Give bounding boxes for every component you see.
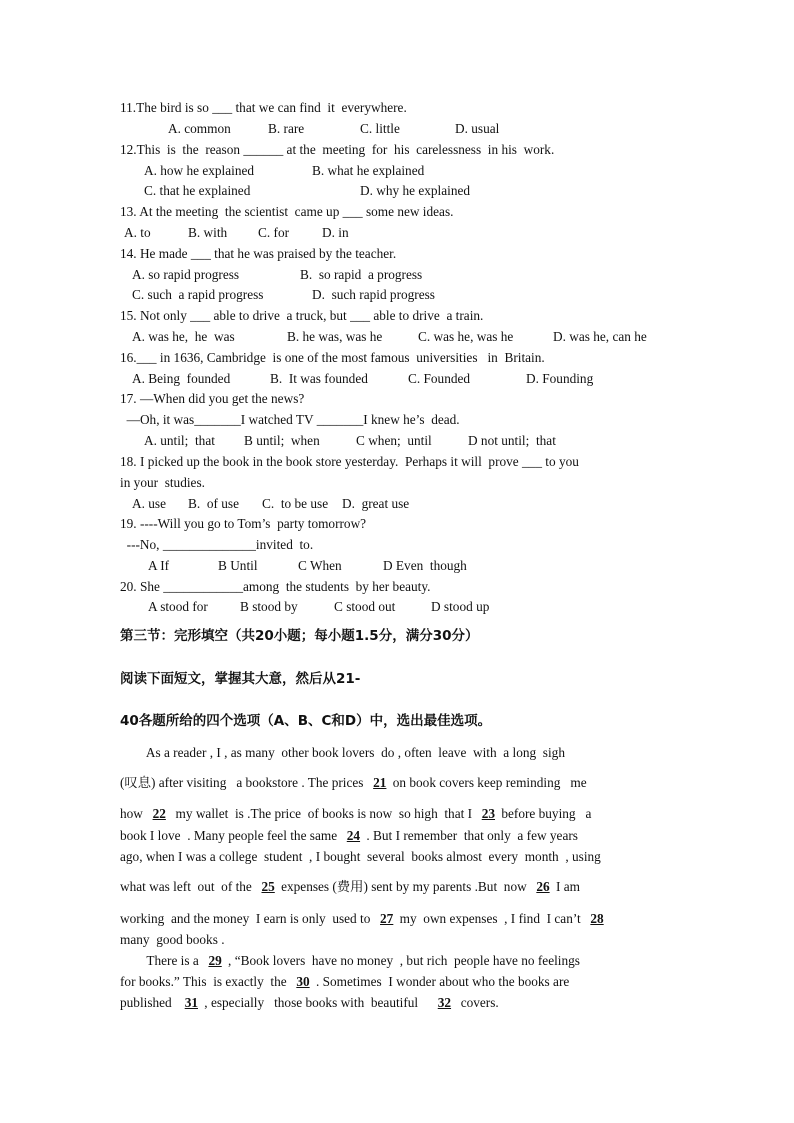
question-18-option: C. to be use xyxy=(262,496,329,511)
question-11-option: B. rare xyxy=(268,121,305,136)
section-instruction-line-2: 40各题所给的四个选项（A、B、C和D）中，选出最佳选项。 xyxy=(120,713,492,729)
passage-text: ago, when I was a college student , I bought several books almost every month , using xyxy=(120,849,601,864)
question-14-option: A. so rapid progress xyxy=(132,267,240,282)
passage-text: for books.” This is exactly the xyxy=(120,974,294,989)
question-11-option: D. usual xyxy=(455,121,500,136)
cloze-blank-number: 30 xyxy=(296,974,310,989)
passage-line xyxy=(120,932,225,948)
question-19-option: B Until xyxy=(218,558,258,573)
question-18-option: D. great use xyxy=(342,496,410,511)
question-16-option: A. Being founded xyxy=(132,371,231,386)
question-17-option: D not until; that xyxy=(468,433,556,448)
question-11-stem: 11.The bird is so ___ that we can find it everywhere. xyxy=(120,100,407,115)
question-17-stem-continued: —Oh, it was_______I watched TV _______I knew he’s dead. xyxy=(120,412,460,427)
passage-text: working and the money I earn is only used to xyxy=(120,911,378,926)
question-18-stem: 18. I picked up the book in the book store yesterday. Perhaps it will prove ___ to you xyxy=(120,454,579,469)
cloze-blank-number: 25 xyxy=(261,879,275,894)
cloze-blank-number: 21 xyxy=(373,775,387,790)
question-20-option: D stood up xyxy=(431,599,490,614)
question-17-option: C when; until xyxy=(356,433,432,448)
question-16-stem: 16.___ in 1636, Cambridge is one of the most famous universities in Britain. xyxy=(120,350,545,365)
question-13-stem: 13. At the meeting the scientist came up ___ some new ideas. xyxy=(120,204,454,219)
question-19-option: A If xyxy=(148,558,170,573)
question-12-stem: 12.This is the reason ______ at the meeting for his carelessness in his work. xyxy=(120,142,555,157)
passage-text: before buying a xyxy=(498,806,592,821)
question-12-option: B. what he explained xyxy=(312,163,425,178)
passage-line xyxy=(120,806,591,822)
passage-text: expenses (费用) sent by my parents .But now xyxy=(277,879,534,894)
cloze-blank-number: 28 xyxy=(590,911,604,926)
passage-line xyxy=(120,879,580,895)
passage-text: my wallet is .The price of books is now so high that I xyxy=(168,806,479,821)
passage-text: I am xyxy=(552,879,580,894)
passage-text: many good books . xyxy=(120,932,225,947)
passage-text: how xyxy=(120,806,150,821)
passage-text: , especially those books with beautiful xyxy=(200,995,435,1010)
passage-line xyxy=(120,745,565,761)
question-14-option: B. so rapid a progress xyxy=(300,267,423,282)
cloze-blank-number: 22 xyxy=(152,806,166,821)
question-19-option: C When xyxy=(298,558,342,573)
passage-text: (叹息) after visiting a bookstore . The prices xyxy=(120,775,371,790)
cloze-blank-number: 31 xyxy=(184,995,198,1010)
question-17-stem: 17. —When did you get the news? xyxy=(120,391,305,406)
question-15-option: C. was he, was he xyxy=(418,329,514,344)
question-20-stem: 20. She ____________among the students by her beauty. xyxy=(120,579,431,594)
passage-text: There is a xyxy=(120,953,206,968)
question-14-stem: 14. He made ___ that he was praised by the teacher. xyxy=(120,246,397,261)
passage-text: . Sometimes I wonder about who the books are xyxy=(312,974,570,989)
question-14-option: D. such rapid progress xyxy=(312,287,435,302)
cloze-blank-number: 24 xyxy=(346,828,361,843)
question-19-option: D Even though xyxy=(383,558,467,573)
cloze-blank-number: 26 xyxy=(536,879,550,894)
question-12-option: D. why he explained xyxy=(360,183,471,198)
question-14-option: C. such a rapid progress xyxy=(132,287,264,302)
question-19-stem-continued: ---No, ______________invited to. xyxy=(120,537,314,552)
passage-text: As a reader , I , as many other book lovers do , often leave with a long sigh xyxy=(120,745,565,760)
section-instruction-line-1: 阅读下面短文，掌握其大意，然后从21- xyxy=(120,671,361,687)
question-20-option: C stood out xyxy=(334,599,396,614)
passage-line xyxy=(120,974,569,990)
passage-line xyxy=(120,828,578,844)
passage-text: what was left out of the xyxy=(120,879,259,894)
passage-line xyxy=(120,775,587,791)
passage-line xyxy=(120,995,499,1011)
question-16-option: B. It was founded xyxy=(270,371,368,386)
question-13-option: A. to xyxy=(124,225,151,240)
section-title: 第三节：完形填空（共20小题；每小题1.5分，满分30分） xyxy=(120,628,479,644)
cloze-blank-number: 27 xyxy=(380,911,394,926)
passage-text: my own expenses , I find I can’t xyxy=(396,911,588,926)
question-16-option: D. Founding xyxy=(526,371,594,386)
question-15-option: A. was he, he was xyxy=(132,329,235,344)
question-13-option: B. with xyxy=(188,225,228,240)
question-19-stem: 19. ----Will you go to Tom’s party tomorrow? xyxy=(120,516,367,531)
question-13-option: C. for xyxy=(258,225,290,240)
question-20-option: B stood by xyxy=(240,599,298,614)
question-15-option: B. he was, was he xyxy=(287,329,383,344)
question-18-option: A. use xyxy=(132,496,166,511)
question-12-option: C. that he explained xyxy=(144,183,251,198)
question-18-option: B. of use xyxy=(188,496,239,511)
question-18-stem-continued: in your studies. xyxy=(120,475,205,490)
cloze-blank-number: 32 xyxy=(437,995,452,1010)
cloze-blank-number: 23 xyxy=(481,806,496,821)
passage-text: covers. xyxy=(454,995,499,1010)
question-20-option: A stood for xyxy=(148,599,208,614)
cloze-blank-number: 29 xyxy=(208,953,222,968)
passage-text: published xyxy=(120,995,182,1010)
question-12-option: A. how he explained xyxy=(144,163,255,178)
question-16-option: C. Founded xyxy=(408,371,471,386)
question-15-stem: 15. Not only ___ able to drive a truck, but ___ able to drive a train. xyxy=(120,308,484,323)
passage-line xyxy=(120,849,601,865)
passage-text: book I love . Many people feel the same xyxy=(120,828,344,843)
passage-line xyxy=(120,953,580,969)
question-17-option: B until; when xyxy=(244,433,320,448)
question-13-option: D. in xyxy=(322,225,349,240)
question-17-option: A. until; that xyxy=(144,433,215,448)
passage-text: on book covers keep reminding me xyxy=(389,775,587,790)
question-11-option: A. common xyxy=(168,121,231,136)
passage-text: . But I remember that only a few years xyxy=(363,828,578,843)
passage-text: , “Book lovers have no money , but rich people have no feelings xyxy=(224,953,580,968)
question-11-option: C. little xyxy=(360,121,400,136)
passage-line xyxy=(120,911,607,927)
question-15-option: D. was he, can he xyxy=(553,329,647,344)
